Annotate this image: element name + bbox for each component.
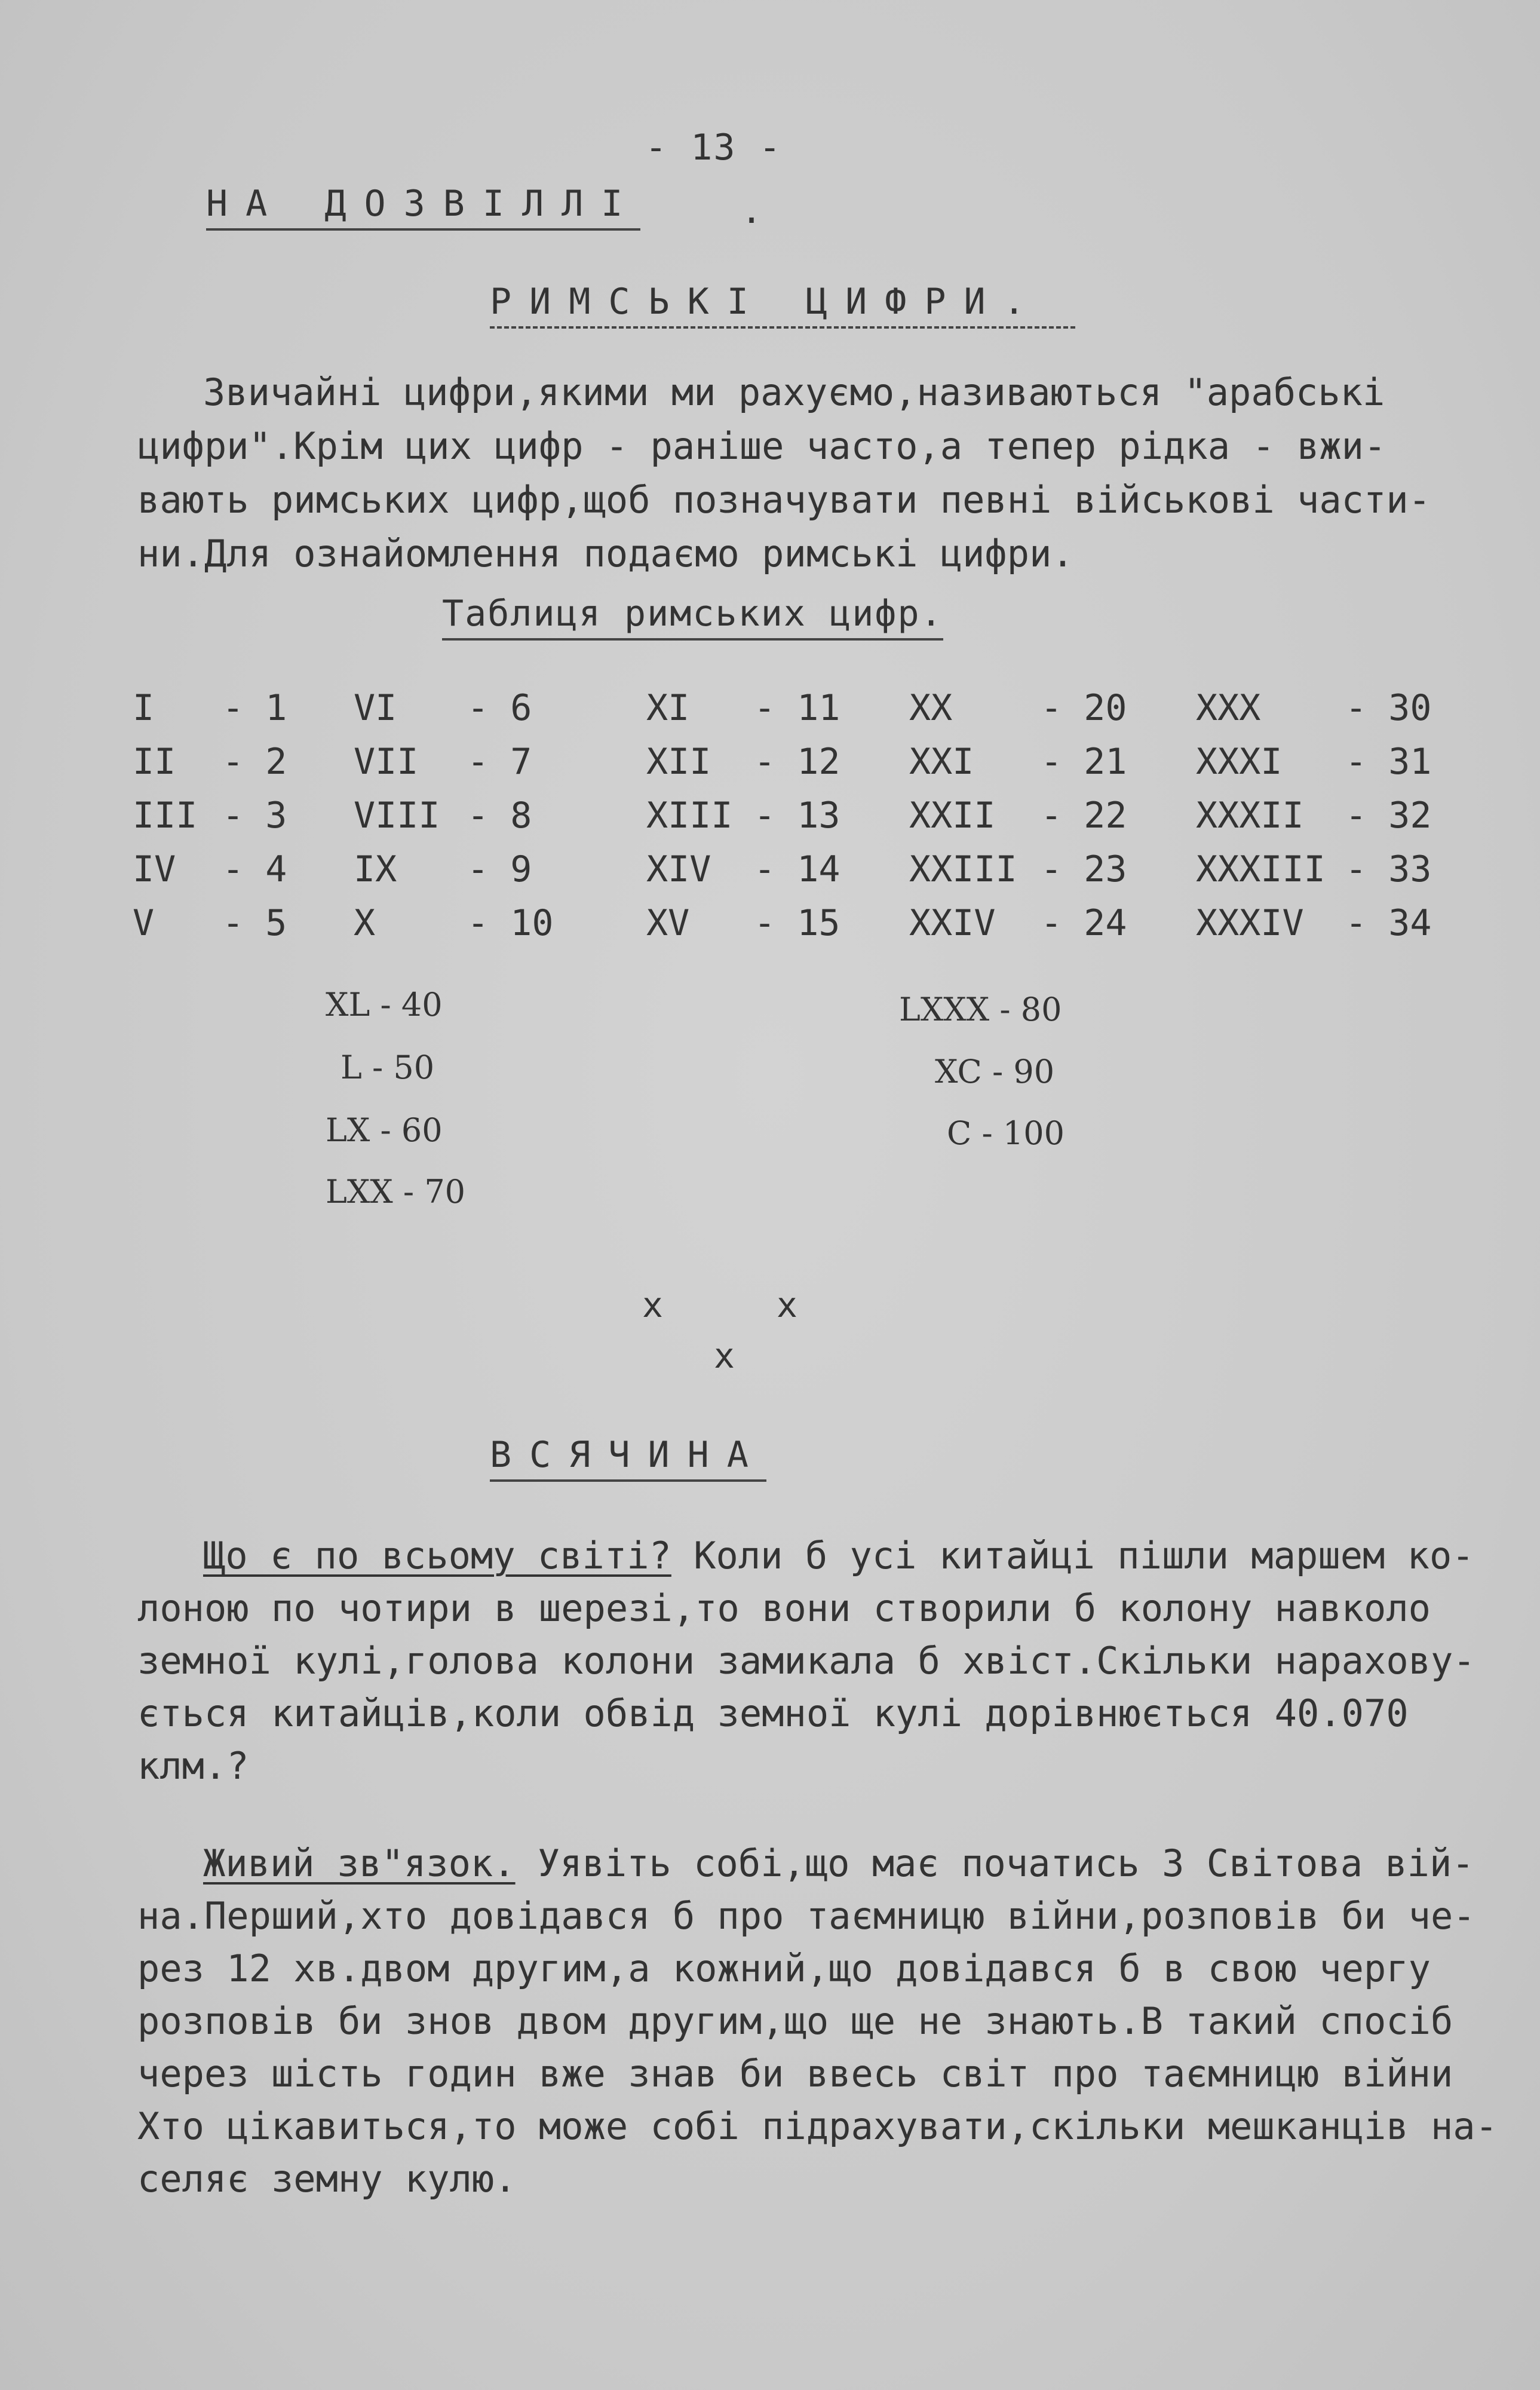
arabic-value: - 1 (222, 687, 287, 729)
roman-numeral: XXI (909, 741, 974, 783)
handwritten-entry: XL - 40 (326, 986, 443, 1024)
paragraph-text: Коли б усі китайці пішли маршем ко- (671, 1534, 1474, 1577)
paragraph-world (137, 1530, 1487, 1792)
arabic-value: - 14 (754, 848, 840, 890)
roman-numeral: II (133, 741, 176, 783)
intro-line: вають римських цифр,щоб позначувати певні військові части- (137, 478, 1431, 522)
roman-numeral: XXXII (1196, 795, 1304, 836)
roman-numeral: XIII (646, 795, 733, 836)
paragraph-line: Хто цікавиться,то може собі підрахувати,скільки мешканців на- (137, 2104, 1498, 2148)
roman-numeral: XXXI (1196, 741, 1283, 783)
paragraph-line: на.Перший,хто довідався б про таємницю війни,розповів би че- (137, 1894, 1475, 1938)
roman-numeral: XXIII (909, 848, 1017, 890)
roman-numeral: XIV (646, 848, 711, 890)
paragraph-line (137, 1837, 1487, 1890)
roman-numeral: I (133, 687, 155, 729)
arabic-value: - 12 (754, 741, 840, 783)
separator-mark: x (642, 1285, 664, 1325)
paragraph-lead: Живий зв"язок. (203, 1841, 516, 1885)
handwritten-entry: LXX - 70 (326, 1173, 466, 1211)
arabic-value: - 9 (467, 848, 532, 890)
arabic-value: - 7 (467, 741, 532, 783)
paragraph-line (137, 1530, 1487, 1582)
arabic-value: - 2 (222, 741, 287, 783)
paragraph-line: лоною по чотири в шерезі,то вони створили б колону навколо (137, 1586, 1431, 1630)
arabic-value: - 10 (467, 902, 554, 944)
intro-line: цифри".Крім цих цифр - раніше часто,а тепер рідка - вжи- (137, 424, 1386, 468)
arabic-value: - 31 (1345, 741, 1432, 783)
arabic-value: - 6 (467, 687, 532, 729)
arabic-value: - 21 (1041, 741, 1127, 783)
paragraph-connection (137, 1837, 1498, 2205)
arabic-value: - 4 (222, 848, 287, 890)
roman-numeral: VII (354, 741, 419, 783)
roman-numeral: X (354, 902, 376, 944)
roman-numeral: XV (646, 902, 690, 944)
paragraph-line: селяє земну кулю. (137, 2157, 517, 2201)
arabic-value: - 24 (1041, 902, 1127, 944)
roman-numeral: XXII (909, 795, 996, 836)
roman-numeral: VIII (354, 795, 440, 836)
roman-numeral: XXX (1196, 687, 1261, 729)
paragraph-line: рез 12 хв.двом другим,а кожний,що довідався б в свою чергу (137, 1947, 1431, 1990)
roman-numeral: IX (354, 848, 397, 890)
arabic-value: - 32 (1345, 795, 1432, 836)
roman-numeral: III (133, 795, 198, 836)
handwritten-entry: XC - 90 (935, 1053, 1055, 1090)
roman-heading: РИМСЬКІ ЦИФРИ. (490, 281, 1075, 329)
paragraph-line: клм.? (137, 1744, 249, 1788)
handwritten-entry: C - 100 (947, 1114, 1064, 1152)
separator-mark: x (777, 1285, 799, 1325)
roman-numeral: XX (909, 687, 953, 729)
arabic-value: - 20 (1041, 687, 1127, 729)
arabic-value: - 3 (222, 795, 287, 836)
arabic-value: - 34 (1345, 902, 1432, 944)
paragraph-line: земної кулі,голова колони замикала б хвіст.Скільки нарахову- (137, 1639, 1475, 1683)
handwritten-entry: LXXX - 80 (899, 991, 1062, 1028)
paragraph-lead: Що є по всьому світі? (203, 1534, 671, 1577)
separator-mark: x (714, 1335, 736, 1376)
intro-line: ни.Для ознайомлення подаємо римські цифри. (137, 532, 1074, 575)
roman-numeral: VI (354, 687, 397, 729)
arabic-value: - 11 (754, 687, 840, 729)
arabic-value: - 15 (754, 902, 840, 944)
roman-numeral: XXXIV (1196, 902, 1304, 944)
paragraph-text: Уявіть собі,що має початись 3 Світова вій- (515, 1841, 1474, 1885)
handwritten-entry: L - 50 (340, 1049, 435, 1086)
paragraph-line: розповів би знов двом другим,що ще не знають.В такий спосіб (137, 1999, 1453, 2043)
roman-intro (137, 366, 1475, 581)
intro-line: Звичайні цифри,якими ми рахуємо,називаються "арабські (203, 370, 1385, 414)
roman-numeral: XXIV (909, 902, 996, 944)
handwritten-entry: LX - 60 (326, 1111, 443, 1149)
arabic-value: - 22 (1041, 795, 1127, 836)
section-title: НА ДОЗВІЛЛІ (206, 183, 640, 231)
title-dot: . (741, 190, 764, 232)
arabic-value: - 23 (1041, 848, 1127, 890)
arabic-value: - 5 (222, 902, 287, 944)
arabic-value: - 33 (1345, 848, 1432, 890)
table-title: Таблиця римських цифр. (442, 593, 943, 641)
roman-numeral: IV (133, 848, 176, 890)
roman-numeral: XXXIII (1196, 848, 1326, 890)
arabic-value: - 8 (467, 795, 532, 836)
paragraph-line: через шість годин вже знав би ввесь світ про таємницю війни (137, 2052, 1453, 2095)
arabic-value: - 30 (1345, 687, 1432, 729)
roman-numeral: V (133, 902, 155, 944)
paragraph-line: ється китайців,коли обвід земної кулі дорівнюється 40.070 (137, 1692, 1409, 1735)
page-number: - 13 - (645, 127, 782, 168)
misc-heading: ВСЯЧИНА (490, 1434, 766, 1482)
roman-numeral: XII (646, 741, 711, 783)
arabic-value: - 13 (754, 795, 840, 836)
roman-numeral: XI (646, 687, 690, 729)
